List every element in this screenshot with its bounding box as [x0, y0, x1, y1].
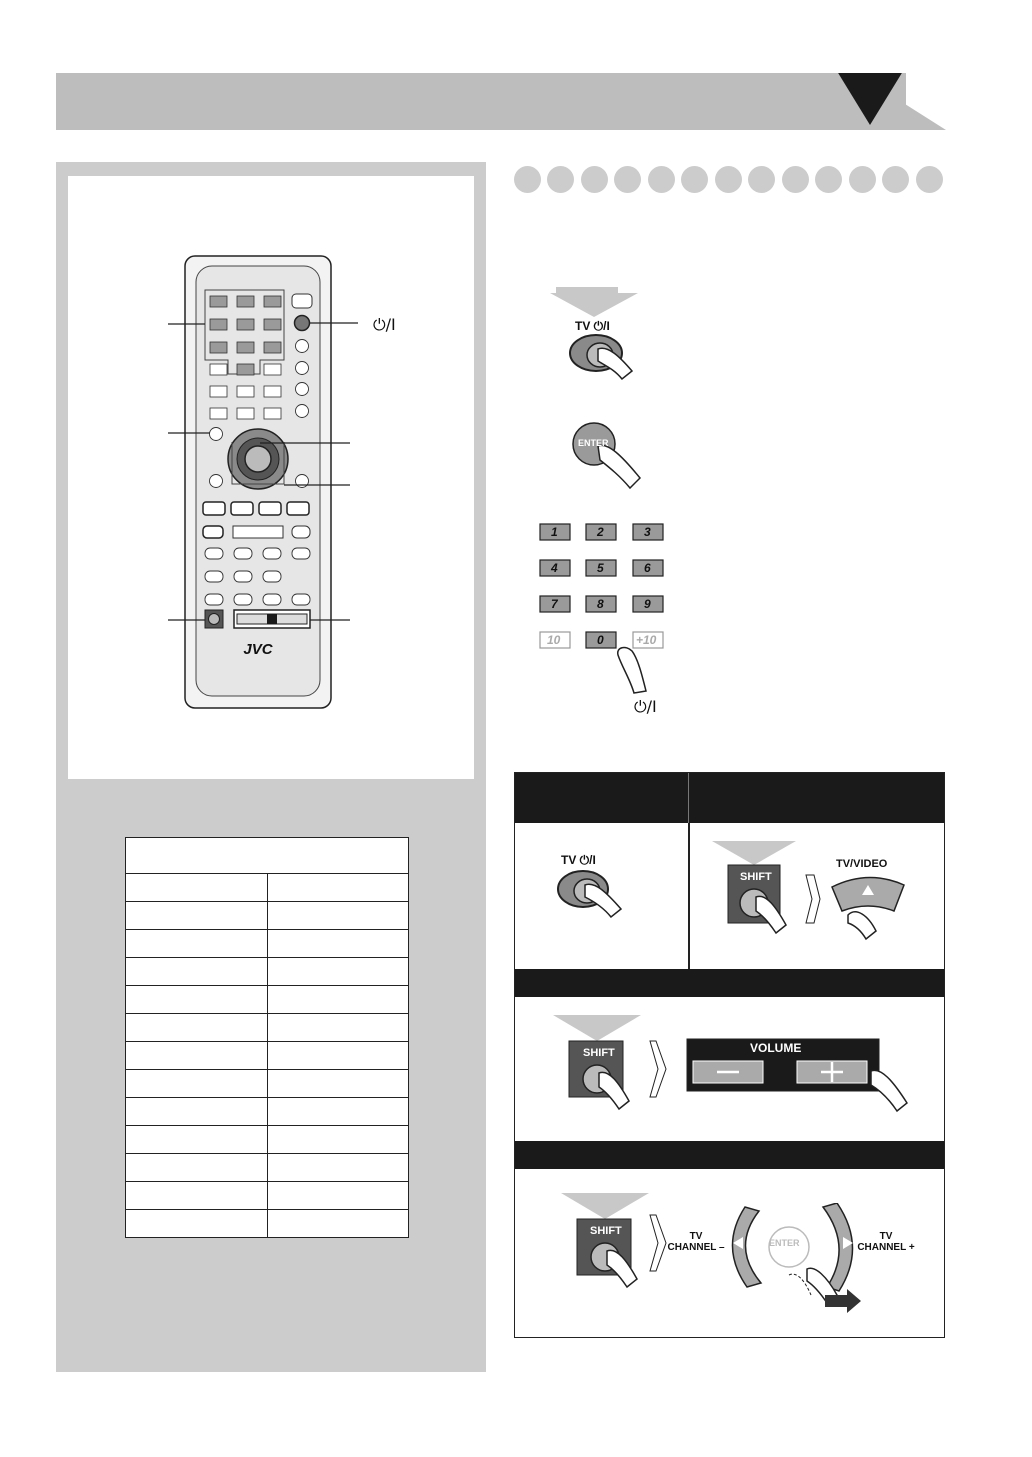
step-tv-power-label: TV ⏻/I	[575, 319, 610, 333]
step-tv-power-illustration	[548, 285, 648, 385]
row1-tv-power-label: TV ⏻/I	[561, 853, 596, 867]
row3-channel-minus-label: TV CHANNEL –	[667, 1231, 725, 1253]
table-row	[126, 1098, 409, 1126]
operations-row2-header	[515, 969, 944, 997]
table-row	[126, 986, 409, 1014]
remote-control-illustration	[68, 176, 474, 779]
numpad-key-0: 0	[597, 633, 604, 647]
operations-table	[514, 772, 945, 1338]
header-band	[56, 73, 946, 130]
numpad-key-4: 4	[551, 561, 558, 575]
table-row	[126, 1070, 409, 1098]
row1-shift-label: SHIFT	[740, 871, 772, 883]
step-power-symbol: ⏻/I	[634, 697, 657, 716]
numpad-key-9: 9	[644, 597, 651, 611]
table-row	[126, 1182, 409, 1210]
section-dots-row	[514, 166, 944, 194]
table-row	[126, 958, 409, 986]
numpad-key-3: 3	[644, 525, 651, 539]
remote-power-label: ⏻/I	[373, 315, 396, 334]
table-header-cell	[126, 838, 409, 874]
table-row	[126, 1154, 409, 1182]
row2-volume-label: VOLUME	[750, 1041, 802, 1055]
row2-shift-label: SHIFT	[583, 1047, 615, 1059]
numpad-key-1: 1	[551, 525, 558, 539]
table-row	[126, 1042, 409, 1070]
table-row	[126, 930, 409, 958]
row2-volume-illustration	[685, 1037, 925, 1117]
step-enter-illustration	[570, 420, 650, 495]
row2-next-arrow-icon	[648, 1039, 668, 1099]
numpad-key-8: 8	[597, 597, 604, 611]
operations-row3-header	[515, 1141, 944, 1169]
row1-tv-video-label: TV/VIDEO	[836, 858, 888, 870]
remote-brand-logo: JVC	[243, 641, 273, 658]
numpad-key-7: 7	[551, 597, 558, 611]
table-row	[126, 874, 409, 902]
step-enter-label: ENTER	[578, 438, 609, 448]
numpad-key-5: 5	[597, 561, 604, 575]
row3-next-arrow-icon	[648, 1213, 668, 1273]
numpad-key-6: 6	[644, 561, 651, 575]
numpad-key-2: 2	[597, 525, 604, 539]
numpad-finger-icon	[612, 645, 652, 695]
table-row	[126, 1126, 409, 1154]
table-row	[126, 1014, 409, 1042]
remote-illustration-box	[68, 176, 474, 779]
row3-channel-illustration	[715, 1203, 875, 1313]
numpad-key-plus10: +10	[636, 633, 657, 647]
maker-code-table	[125, 837, 409, 1238]
numpad-key-10: 10	[547, 633, 561, 647]
numpad-illustration	[538, 522, 668, 654]
row1-shift-tvvideo-illustration	[710, 835, 910, 945]
table-row	[126, 1210, 409, 1238]
row1-tv-power-illustration	[555, 865, 635, 935]
row3-enter-label: ENTER	[769, 1238, 800, 1248]
operations-table-header	[515, 773, 944, 823]
row3-channel-plus-label: TV CHANNEL +	[857, 1231, 915, 1253]
row3-shift-illustration	[559, 1187, 659, 1291]
table-row	[126, 902, 409, 930]
row3-shift-label: SHIFT	[590, 1225, 622, 1237]
row2-shift-illustration	[551, 1009, 651, 1113]
